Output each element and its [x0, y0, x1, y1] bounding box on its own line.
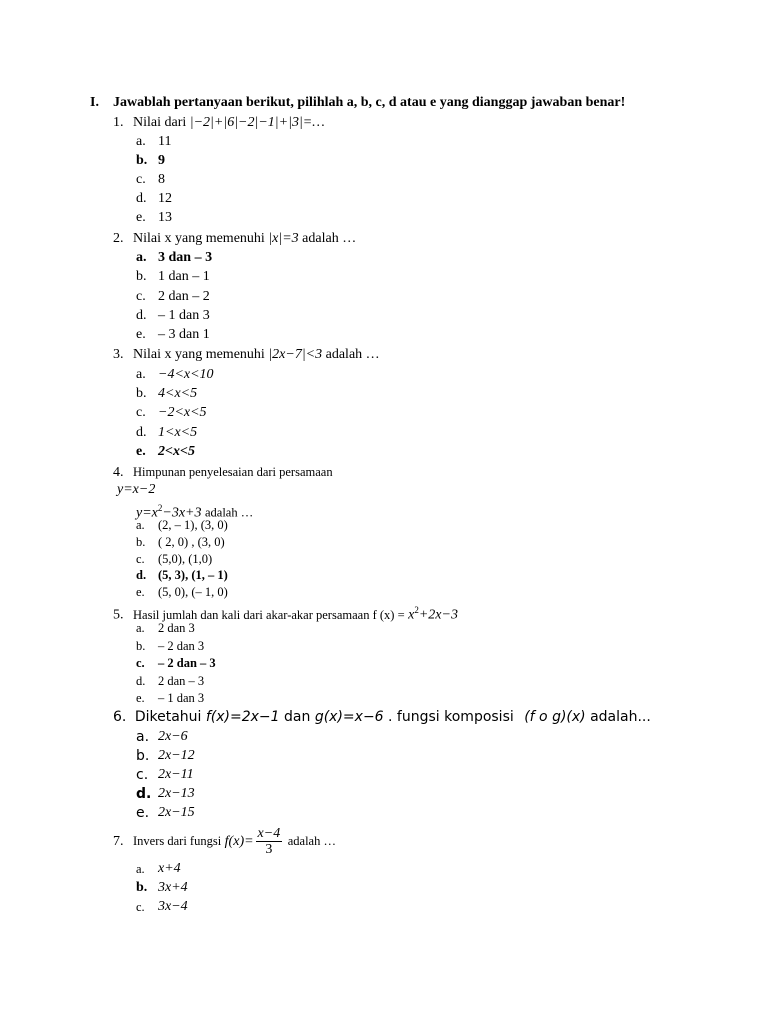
question-text: Himpunan penyelesaian dari persamaan: [133, 465, 333, 479]
option-letter: d.: [136, 425, 147, 440]
question-number: 4.: [113, 465, 124, 480]
option-text: (5, 3), (1, – 1): [158, 568, 228, 582]
option-text: 2<x<5: [158, 444, 195, 459]
option-text: 3 dan – 3: [158, 250, 213, 265]
option-text: 12: [158, 191, 172, 206]
option-text: 8: [158, 172, 165, 187]
option-text: 2 dan – 3: [158, 674, 205, 688]
option-letter: b.: [136, 386, 147, 401]
math-expression: |−2|+|6|−2|−1|+|3|=…: [189, 115, 325, 130]
question-number: 3.: [113, 347, 124, 362]
question-7-stem: [113, 824, 336, 860]
option-text: 2x−15: [158, 805, 195, 820]
section-heading-row: [90, 95, 626, 111]
q1-option-b[interactable]: [136, 153, 165, 169]
option-letter: d.: [136, 568, 147, 582]
question-number: 6.: [113, 709, 127, 725]
question-4-stem: [113, 464, 333, 481]
question-text: Diketahui: [134, 709, 202, 725]
q1-option-a[interactable]: [136, 134, 172, 150]
q6-option-e[interactable]: [136, 805, 195, 822]
question-text: Hasil jumlah dan kali dari akar-akar persamaan f (x) =: [133, 607, 405, 622]
option-text: 9: [158, 153, 165, 168]
question-text: . fungsi komposisi: [388, 709, 514, 725]
option-text: – 2 dan 3: [158, 639, 205, 653]
math-expression: −3x+3: [162, 505, 202, 521]
q7-option-b[interactable]: [136, 880, 188, 896]
question-number: 7.: [113, 834, 124, 849]
option-text: 1<x<5: [158, 425, 198, 440]
option-text: −4<x<10: [158, 367, 214, 382]
option-letter: b.: [136, 269, 147, 284]
option-text: ( 2, 0) , (3, 0): [158, 535, 225, 549]
option-letter: e.: [136, 210, 146, 225]
option-text: – 3 dan 1: [158, 327, 210, 342]
math-expression: (f o g)(x): [524, 709, 586, 725]
q2-option-b[interactable]: [136, 269, 210, 285]
question-text: Nilai dari: [133, 115, 187, 130]
option-text: (5, 0), (– 1, 0): [158, 585, 228, 599]
option-text: 2x−13: [158, 786, 195, 801]
option-letter: d.: [136, 674, 146, 688]
q2-option-a[interactable]: [136, 250, 213, 266]
q5-option-b[interactable]: [136, 638, 205, 654]
q4-option-a[interactable]: [136, 517, 228, 533]
q5-option-c[interactable]: [136, 655, 216, 671]
option-letter: c.: [136, 172, 146, 187]
option-letter: e.: [136, 327, 146, 342]
math-expression: |2x−7|<3: [268, 347, 323, 362]
q5-option-d[interactable]: [136, 673, 205, 689]
q3-option-a[interactable]: [136, 367, 214, 383]
option-letter: e.: [136, 444, 146, 459]
q2-option-c[interactable]: [136, 289, 210, 305]
option-text: 2x−11: [158, 767, 194, 782]
q3-option-b[interactable]: [136, 386, 198, 402]
math-expression: x: [408, 607, 415, 623]
question-text-end: adalah …: [287, 834, 336, 848]
q4-option-b[interactable]: [136, 534, 225, 550]
exponent: 2: [157, 503, 163, 513]
option-letter: b.: [136, 748, 150, 764]
question-text: Nilai x yang memenuhi: [133, 231, 265, 246]
fraction-denominator: 3: [265, 842, 273, 858]
option-letter: b.: [136, 535, 146, 549]
q7-option-c[interactable]: [136, 899, 188, 916]
q7-option-a[interactable]: [136, 861, 181, 878]
fraction-numerator: x−4: [257, 826, 281, 842]
option-letter: c.: [136, 767, 149, 783]
option-letter: b.: [136, 153, 148, 168]
section-roman-numeral: I.: [90, 95, 99, 110]
option-text: 11: [158, 134, 172, 149]
option-letter: a.: [136, 367, 146, 382]
question-number: 5.: [113, 607, 124, 623]
option-text: −2<x<5: [158, 405, 207, 420]
fraction: [256, 826, 283, 857]
option-text: (5,0), (1,0): [158, 552, 213, 566]
option-letter: c.: [136, 656, 145, 670]
option-letter: e.: [136, 805, 150, 821]
option-letter: c.: [136, 552, 145, 566]
option-letter: a.: [136, 862, 145, 876]
question-6-stem: [113, 709, 651, 725]
q4-option-d[interactable]: [136, 567, 228, 583]
q6-option-d[interactable]: [136, 786, 195, 803]
q6-option-a[interactable]: [136, 729, 188, 746]
option-text: 2 dan – 2: [158, 289, 210, 304]
math-expression: f(x)=: [224, 834, 254, 849]
question-text: Nilai x yang memenuhi: [133, 347, 265, 362]
option-letter: b.: [136, 880, 148, 895]
question-1-stem: [113, 115, 325, 131]
question-text-end: adalah …: [325, 347, 380, 362]
q1-option-d[interactable]: [136, 191, 172, 207]
option-text: 3x−4: [158, 899, 188, 914]
option-text: 2x−12: [158, 748, 195, 763]
math-expression: f(x)=2x−1: [205, 709, 280, 725]
question-text: Invers dari fungsi: [133, 834, 222, 848]
question-3-stem: [113, 347, 380, 363]
q4-option-e[interactable]: [136, 584, 228, 600]
section-heading: Jawablah pertanyaan berikut, pilihlah a, b, c, d atau e yang dianggap jawaban benar!: [113, 95, 626, 110]
option-text: – 1 dan 3: [158, 308, 210, 323]
question-text-end: adalah …: [302, 231, 357, 246]
exponent: 2: [414, 605, 419, 615]
q2-option-d[interactable]: [136, 308, 210, 324]
question-number: 2.: [113, 231, 124, 246]
option-text: 2 dan 3: [158, 621, 195, 635]
option-text: 13: [158, 210, 172, 225]
q3-option-c[interactable]: [136, 405, 207, 421]
q3-option-e[interactable]: [136, 444, 195, 460]
q1-option-c[interactable]: [136, 172, 165, 188]
math-expression: |x|=3: [268, 231, 299, 246]
option-letter: d.: [136, 308, 147, 323]
option-letter: a.: [136, 518, 145, 532]
math-expression: y=x: [136, 505, 158, 521]
option-letter: a.: [136, 134, 146, 149]
q3-option-d[interactable]: [136, 425, 198, 441]
option-text: – 1 dan 3: [158, 691, 205, 705]
option-text: (2, – 1), (3, 0): [158, 518, 228, 532]
math-expression: +2x−3: [418, 607, 458, 623]
question-text-end: adalah …: [204, 505, 254, 520]
option-text: 2x−6: [158, 729, 188, 744]
q1-option-e[interactable]: [136, 210, 172, 226]
option-letter: b.: [136, 639, 146, 653]
option-letter: e.: [136, 691, 145, 705]
q6-option-c[interactable]: [136, 767, 194, 784]
math-expression: g(x)=x−6: [314, 709, 384, 725]
question-number: 1.: [113, 115, 124, 130]
q4-option-c[interactable]: [136, 551, 213, 567]
option-letter: d.: [136, 786, 152, 802]
option-letter: a.: [136, 621, 145, 635]
option-text: 4<x<5: [158, 386, 198, 401]
option-text: – 2 dan – 3: [158, 656, 216, 670]
option-letter: e.: [136, 585, 145, 599]
question-text: dan: [284, 709, 311, 725]
option-letter: c.: [136, 900, 145, 914]
q2-option-e[interactable]: [136, 327, 210, 343]
question-text-end: adalah...: [590, 709, 651, 725]
option-letter: c.: [136, 289, 146, 304]
option-letter: a.: [136, 250, 147, 265]
option-text: x+4: [158, 861, 181, 876]
q6-option-b[interactable]: [136, 748, 195, 765]
option-letter: c.: [136, 405, 146, 420]
q5-option-e[interactable]: [136, 690, 205, 706]
option-text: 3x+4: [158, 880, 188, 895]
question-2-stem: [113, 231, 356, 247]
option-letter: d.: [136, 191, 147, 206]
equation-1: y=x−2: [117, 482, 156, 497]
option-letter: a.: [136, 729, 150, 745]
q5-option-a[interactable]: [136, 620, 195, 636]
option-text: 1 dan – 1: [158, 269, 210, 284]
